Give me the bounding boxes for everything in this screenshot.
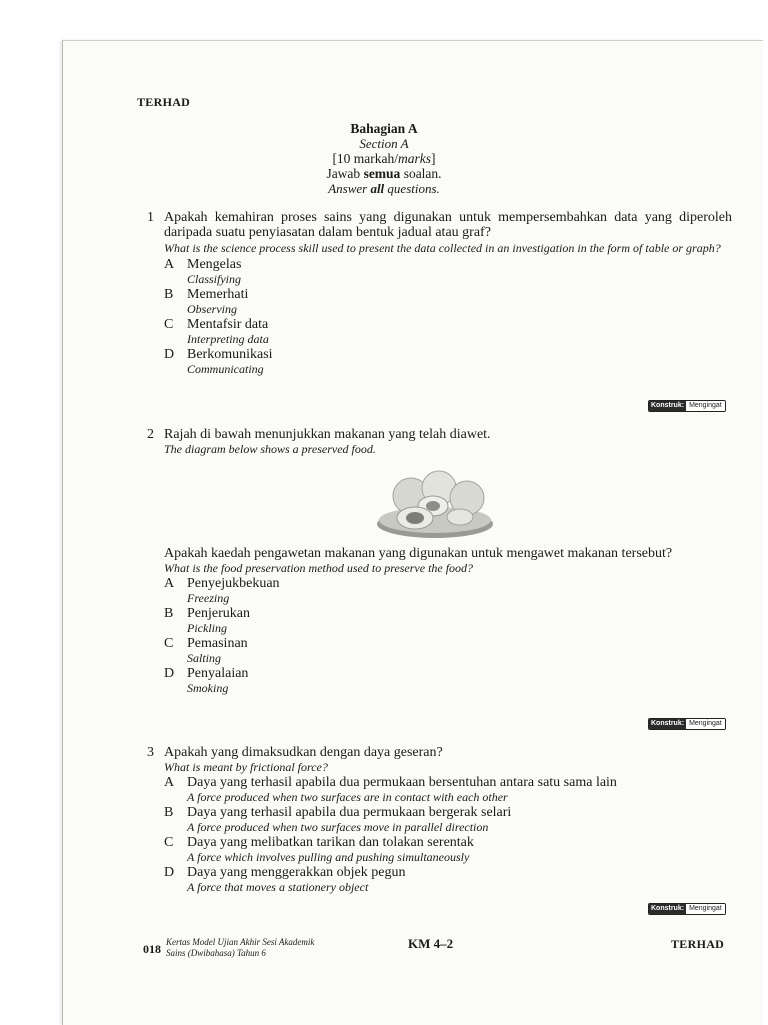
question-3 (147, 745, 732, 894)
option-text-ms: Penyejukbekuan (187, 576, 280, 591)
section-title-en: Section A (359, 136, 409, 151)
option-a[interactable] (164, 775, 732, 804)
classification-label-top: TERHAD (137, 95, 191, 109)
question-text-en: What is the food preservation method used to preserve the food? (164, 561, 474, 575)
option-text-en: Pickling (187, 621, 227, 635)
option-text-en: Salting (187, 651, 222, 665)
option-text-en: Interpreting data (187, 332, 269, 346)
option-text-en: A force which involves pulling and pushing simultaneously (187, 850, 470, 864)
option-text-ms: Memerhati (187, 287, 249, 302)
option-text-ms: Berkomunikasi (187, 347, 273, 362)
question-text-ms: Apakah yang dimaksudkan dengan daya geseran? (164, 745, 443, 760)
option-text-en: A force that moves a stationery object (187, 880, 369, 894)
option-letter: A (164, 775, 175, 790)
option-letter: C (164, 317, 174, 332)
option-letter: D (164, 347, 175, 362)
option-text-ms: Mentafsir data (187, 317, 269, 332)
footer-description: Kertas Model Ujian Akhir Sesi Akademik Sains (Dwibahasa) Tahun 6 (166, 937, 315, 958)
option-text-en: Classifying (187, 272, 242, 286)
question-text-en: What is the science process skill used to present the data collected in an investigation in the form of table or graph? (164, 241, 721, 255)
option-letter: A (164, 576, 175, 591)
instruction-ms: Jawab semua soalan. (326, 166, 442, 181)
option-text-ms: Daya yang menggerakkan objek pegun (187, 865, 406, 880)
option-c[interactable] (164, 835, 732, 864)
footer-page-number: 018 (143, 942, 161, 956)
section-marks: [10 markah/marks] (332, 151, 436, 166)
question-text-ms: Apakah kemahiran proses sains yang digunakan untuk mempersembahkan data yang diperoleh daripada suatu penyiasatan dalam bentuk jadual atau graf? (164, 210, 732, 240)
option-text-en: A force produced when two surfaces are in contact with each other (187, 790, 508, 804)
option-text-en: Freezing (187, 591, 230, 605)
option-letter: B (164, 606, 174, 621)
question-intro-en: The diagram below shows a preserved food. (164, 442, 376, 456)
option-letter: D (164, 666, 175, 681)
section-heading (0, 121, 768, 196)
question-2 (147, 427, 732, 456)
option-letter: C (164, 636, 174, 651)
question-intro-ms: Rajah di bawah menunjukkan makanan yang telah diawet. (164, 427, 491, 442)
option-a[interactable] (164, 576, 732, 605)
option-d[interactable] (164, 865, 732, 894)
footer-paper-code: KM 4–2 (408, 936, 454, 951)
konstruk-badge: Konstruk: Mengingat (648, 903, 726, 915)
option-text-ms: Daya yang terhasil apabila dua permukaan bergerak selari (187, 805, 512, 820)
question-number: 1 (147, 210, 154, 225)
option-text-en: Smoking (187, 681, 229, 695)
question-2-prompt (147, 546, 732, 695)
option-text-ms: Penyalaian (187, 666, 249, 681)
option-c[interactable] (164, 636, 732, 665)
option-text-ms: Daya yang terhasil apabila dua permukaan bersentuhan antara satu sama lain (187, 775, 617, 790)
question-number: 2 (147, 427, 154, 442)
option-a[interactable] (164, 257, 732, 286)
question-1 (147, 210, 732, 376)
konstruk-badge: Konstruk: Mengingat (648, 718, 726, 730)
question-number: 3 (147, 745, 154, 760)
option-text-ms: Pemasinan (187, 636, 248, 651)
option-d[interactable] (164, 666, 732, 695)
option-c[interactable] (164, 317, 732, 346)
option-text-en: A force produced when two surfaces move in parallel direction (187, 820, 489, 834)
option-text-en: Communicating (187, 362, 264, 376)
option-b[interactable] (164, 287, 732, 316)
konstruk-badge: Konstruk: Mengingat (648, 400, 726, 412)
option-d[interactable] (164, 347, 732, 376)
option-b[interactable] (164, 805, 732, 834)
section-title-ms: Bahagian A (350, 121, 418, 136)
question-text-en: What is meant by frictional force? (164, 760, 328, 774)
option-letter: B (164, 805, 174, 820)
classification-label-bottom: TERHAD (671, 937, 725, 951)
option-text-ms: Penjerukan (187, 606, 250, 621)
option-letter: B (164, 287, 174, 302)
option-text-en: Observing (187, 302, 237, 316)
question-text-ms: Apakah kaedah pengawetan makanan yang digunakan untuk mengawet makanan tersebut? (164, 546, 673, 561)
instruction-en: Answer all questions. (328, 181, 440, 196)
option-b[interactable] (164, 606, 732, 635)
option-letter: D (164, 865, 175, 880)
preserved-food-image (375, 462, 495, 542)
option-letter: A (164, 257, 175, 272)
option-text-ms: Mengelas (187, 257, 242, 272)
option-letter: C (164, 835, 174, 850)
option-text-ms: Daya yang melibatkan tarikan dan tolakan serentak (187, 835, 474, 850)
